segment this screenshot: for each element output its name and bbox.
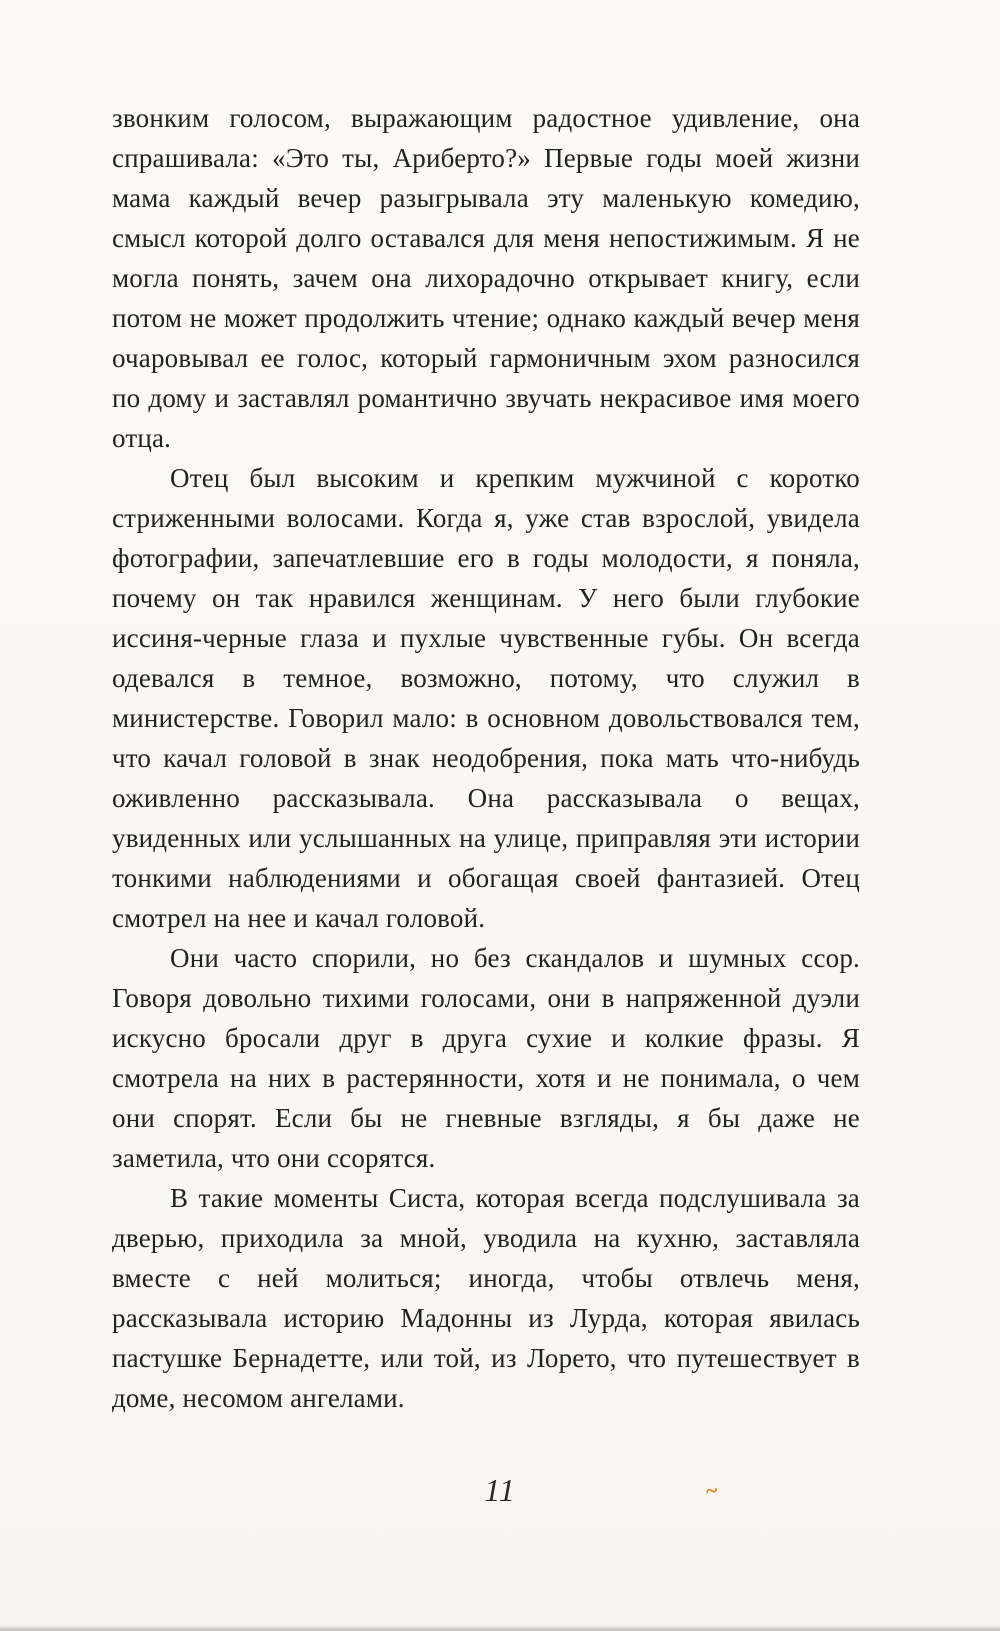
scan-artifact-mark: ~	[704, 1477, 719, 1504]
page-bottom-edge	[0, 1625, 1000, 1631]
page-number: 11	[484, 1472, 516, 1508]
paragraph: Отец был высоким и крепким мужчиной с коротко стриженными волосами. Когда я, уже став взрослой, увидела фотографии, запечатлевшие его в годы молодости, я поняла, почему он так нравился женщинам. У него были глубокие иссиня-черные глаза и пухлые чувственные губы. Он всегда одевался в темное, возможно, потому, что служил в министерстве. Говорил мало: в основном довольствовался тем, что качал головой в знак неодобрения, пока мать что-нибудь оживленно рассказывала. Она рассказывала о вещах, увиденных или услышанных на улице, приправляя эти истории тонкими наблюдениями и обогащая своей фантазией. Отец смотрел на нее и качал головой.	[112, 463, 860, 933]
paragraph: В такие моменты Систа, которая всегда подслушивала за дверью, приходила за мной, уводила на кухню, заставляла вместе с ней молиться; иногда, чтобы отвлечь меня, рассказывала историю Мадонны из Лурда, которая явилась пастушке Бернадетте, или той, из Лорето, что путешествует в доме, несомом ангелами.	[112, 1183, 860, 1413]
paragraph: звонким голосом, выражающим радостное удивление, она спрашивала: «Это ты, Ариберто?» Первые годы моей жизни мама каждый вечер разыгрывала эту маленькую комедию, смысл которой долго оставался для меня непостижимым. Я не могла понять, зачем она лихорадочно открывает книгу, если потом не может продолжить чтение; однако каждый вечер меня очаровывал ее голос, который гармоничным эхом разносился по дому и заставлял романтично звучать некрасивое имя моего отца.	[112, 103, 860, 453]
page-text-block	[112, 98, 860, 1418]
paragraph: Они часто спорили, но без скандалов и шумных ссор. Говоря довольно тихими голосами, они в напряженной дуэли искусно бросали друг в друга сухие и колкие фразы. Я смотрела на них в растерянности, хотя и не понимала, о чем они спорят. Если бы не гневные взгляды, я бы даже не заметила, что они ссорятся.	[112, 943, 860, 1173]
